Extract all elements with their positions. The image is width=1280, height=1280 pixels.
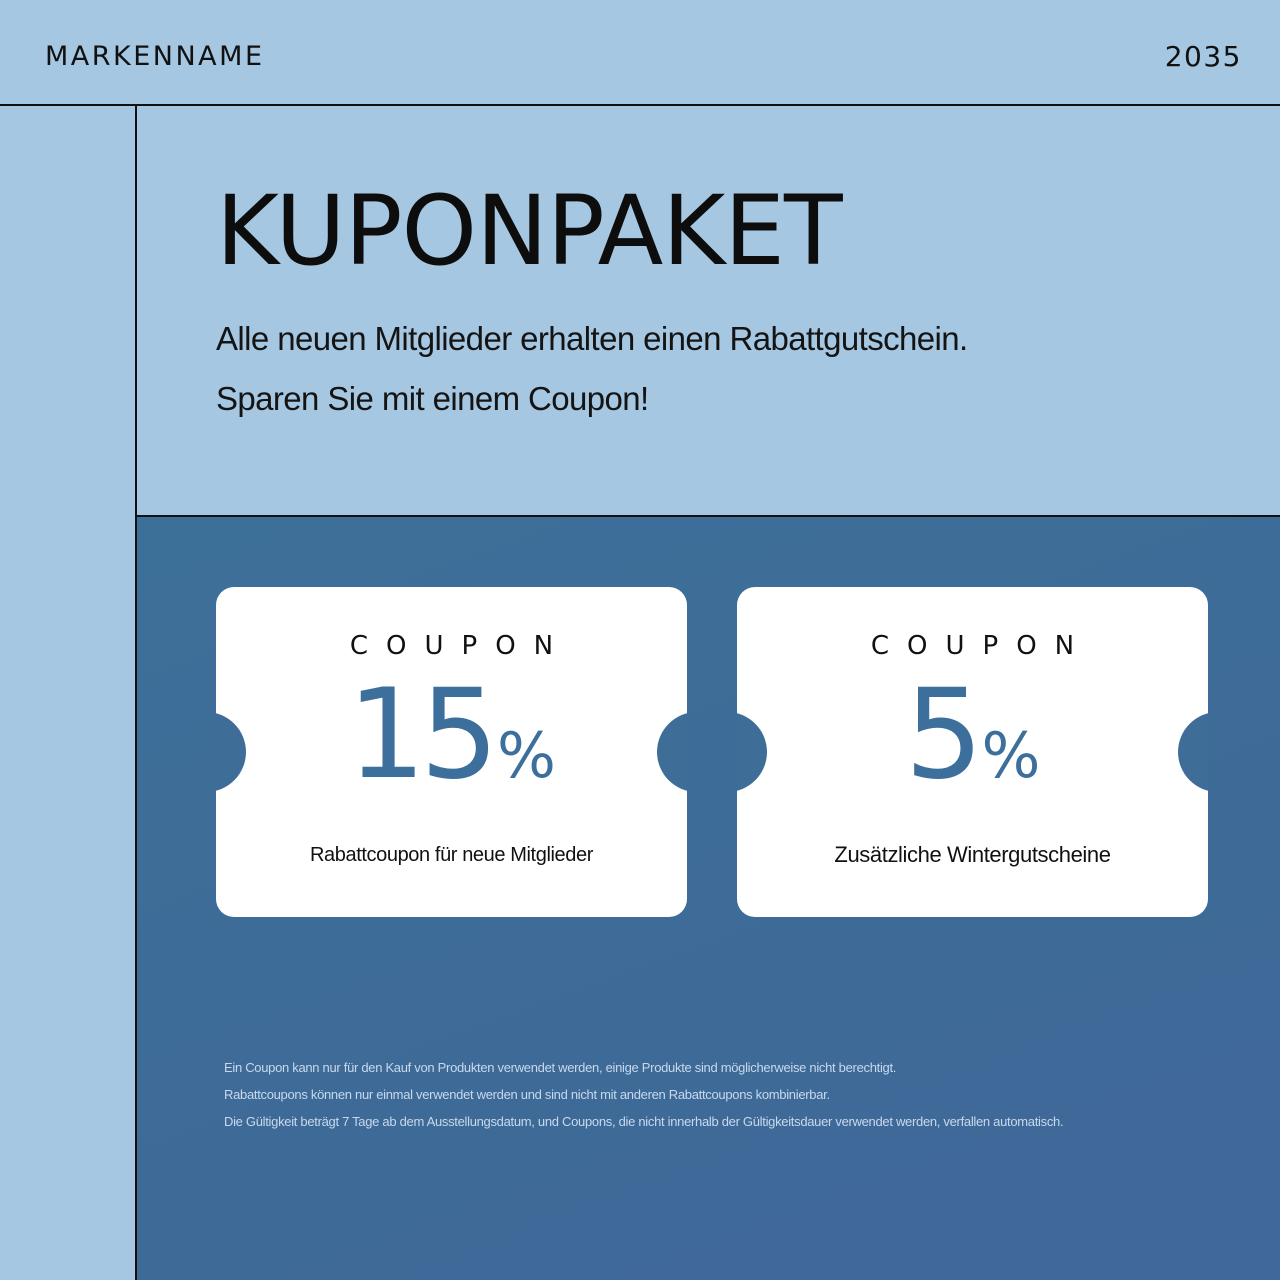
coupon-discount-number: 15 [347,663,493,807]
year-label: 2035 [1164,40,1242,73]
terms-note: Ein Coupon kann nur für den Kauf von Produkten verwendet werden, einige Produkte sind möglicherweise nicht berechtigt. [224,1060,897,1075]
terms-note: Rabattcoupons können nur einmal verwendet werden und sind nicht mit anderen Rabattcoupons kombinierbar. [224,1087,830,1102]
percent-sign: % [496,719,556,792]
coupon-description: Zusätzliche Wintergutscheine [834,842,1111,867]
header [0,0,1280,106]
hero-section [137,106,1280,516]
coupon-label: COUPON [349,631,572,661]
coupon-card-5[interactable] [737,587,1208,917]
subtitle-line-2: Sparen Sie mit einem Coupon! [216,380,649,417]
coupon-panel [137,515,1280,1280]
coupon-card-15[interactable] [216,587,687,917]
coupon-discount-number: 5 [904,663,978,807]
subtitle-line-1: Alle neuen Mitglieder erhalten einen Rabattgutschein. [216,320,968,357]
page-title: KUPONPAKET [216,175,842,287]
terms-notes [224,1054,1224,1135]
percent-sign: % [981,719,1041,792]
coupon-discount-value [216,663,687,832]
coupon-description: Rabattcoupon für neue Mitglieder [310,844,593,866]
coupon-discount-value [737,663,1208,832]
brand-name: MARKENNAME [45,41,265,72]
terms-note: Die Gültigkeit beträgt 7 Tage ab dem Ausstellungsdatum, und Coupons, die nicht innerhalb der Gültigkeitsdauer verwendet werden, verfallen automatisch. [224,1114,1064,1129]
coupon-label: COUPON [870,631,1093,661]
